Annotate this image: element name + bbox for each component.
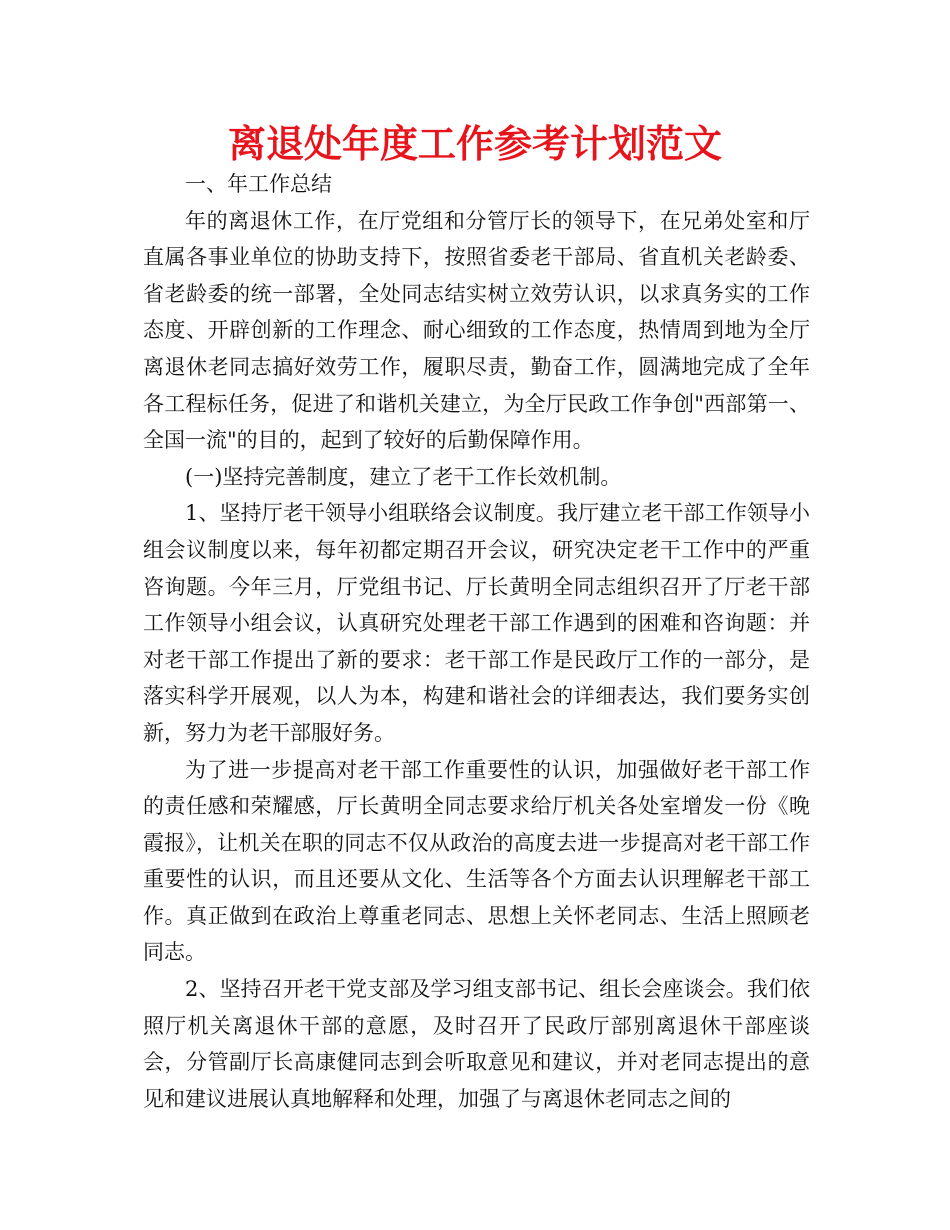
paragraph: 年的离退休工作，在厅党组和分管厅长的领导下，在兄弟处室和厅直属各事业单位的协助支持下，按照省委老干部局、省直机关老龄委、省老龄委的统一部署，全处同志结实树立效劳认识，以求真务实的工作态度、开辟创新的工作理念、耐心细致的工作态度，热情周到地为全厅离退休老同志搞好效劳工作，履职尽责，勤奋工作，圆满地完成了全年各工程标任务，促进了和谐机关建立，为全厅民政工作争创"西部第一、全国一流"的目的，起到了较好的后勤保障作用。 bbox=[143, 208, 810, 453]
section-heading: 一、年工作总结 bbox=[185, 172, 332, 196]
paragraph: 1、坚持厅老干领导小组联络会议制度。我厅建立老干部工作领导小组会议制度以来，每年初都定期召开会议，研究决定老干工作中的严重咨询题。今年三月，厅党组书记、厅长黄明全同志组织召开了厅老干部工作领导小组会议，认真研究处理老干部工作遇到的困难和咨询题：并对老干部工作提出了新的要求：老干部工作是民政厅工作的一部分，是落实科学开展观，以人为本，构建和谐社会的详细表达，我们要务实创新，努力为老干部服好务。 bbox=[143, 501, 810, 745]
paragraph: 2、坚持召开老干党支部及学习组支部书记、组长会座谈会。我们依照厅机关离退休干部的意愿，及时召开了民政厅部别离退休干部座谈会，分管副厅长高康健同志到会听取意见和建议，并对老同志提出的意见和建议进展认真地解释和处理，加强了与离退休老同志之间的 bbox=[143, 977, 810, 1111]
document-title: 离退处年度工作参考计划范文 bbox=[227, 121, 722, 166]
document-body bbox=[143, 166, 810, 1117]
paragraph: 为了进一步提高对老干部工作重要性的认识，加强做好老干部工作的责任感和荣耀感，厅长黄明全同志要求给厅机关各处室增发一份《晚霞报》，让机关在职的同志不仅从政治的高度去进一步提高对老干部工作重要性的认识，而且还要从文化、生活等各个方面去认识理解老干部工作。真正做到在政治上尊重老同志、思想上关怀老同志、生活上照顾老同志。 bbox=[143, 757, 810, 965]
subsection-heading: (一)坚持完善制度，建立了老干工作长效机制。 bbox=[185, 464, 622, 489]
